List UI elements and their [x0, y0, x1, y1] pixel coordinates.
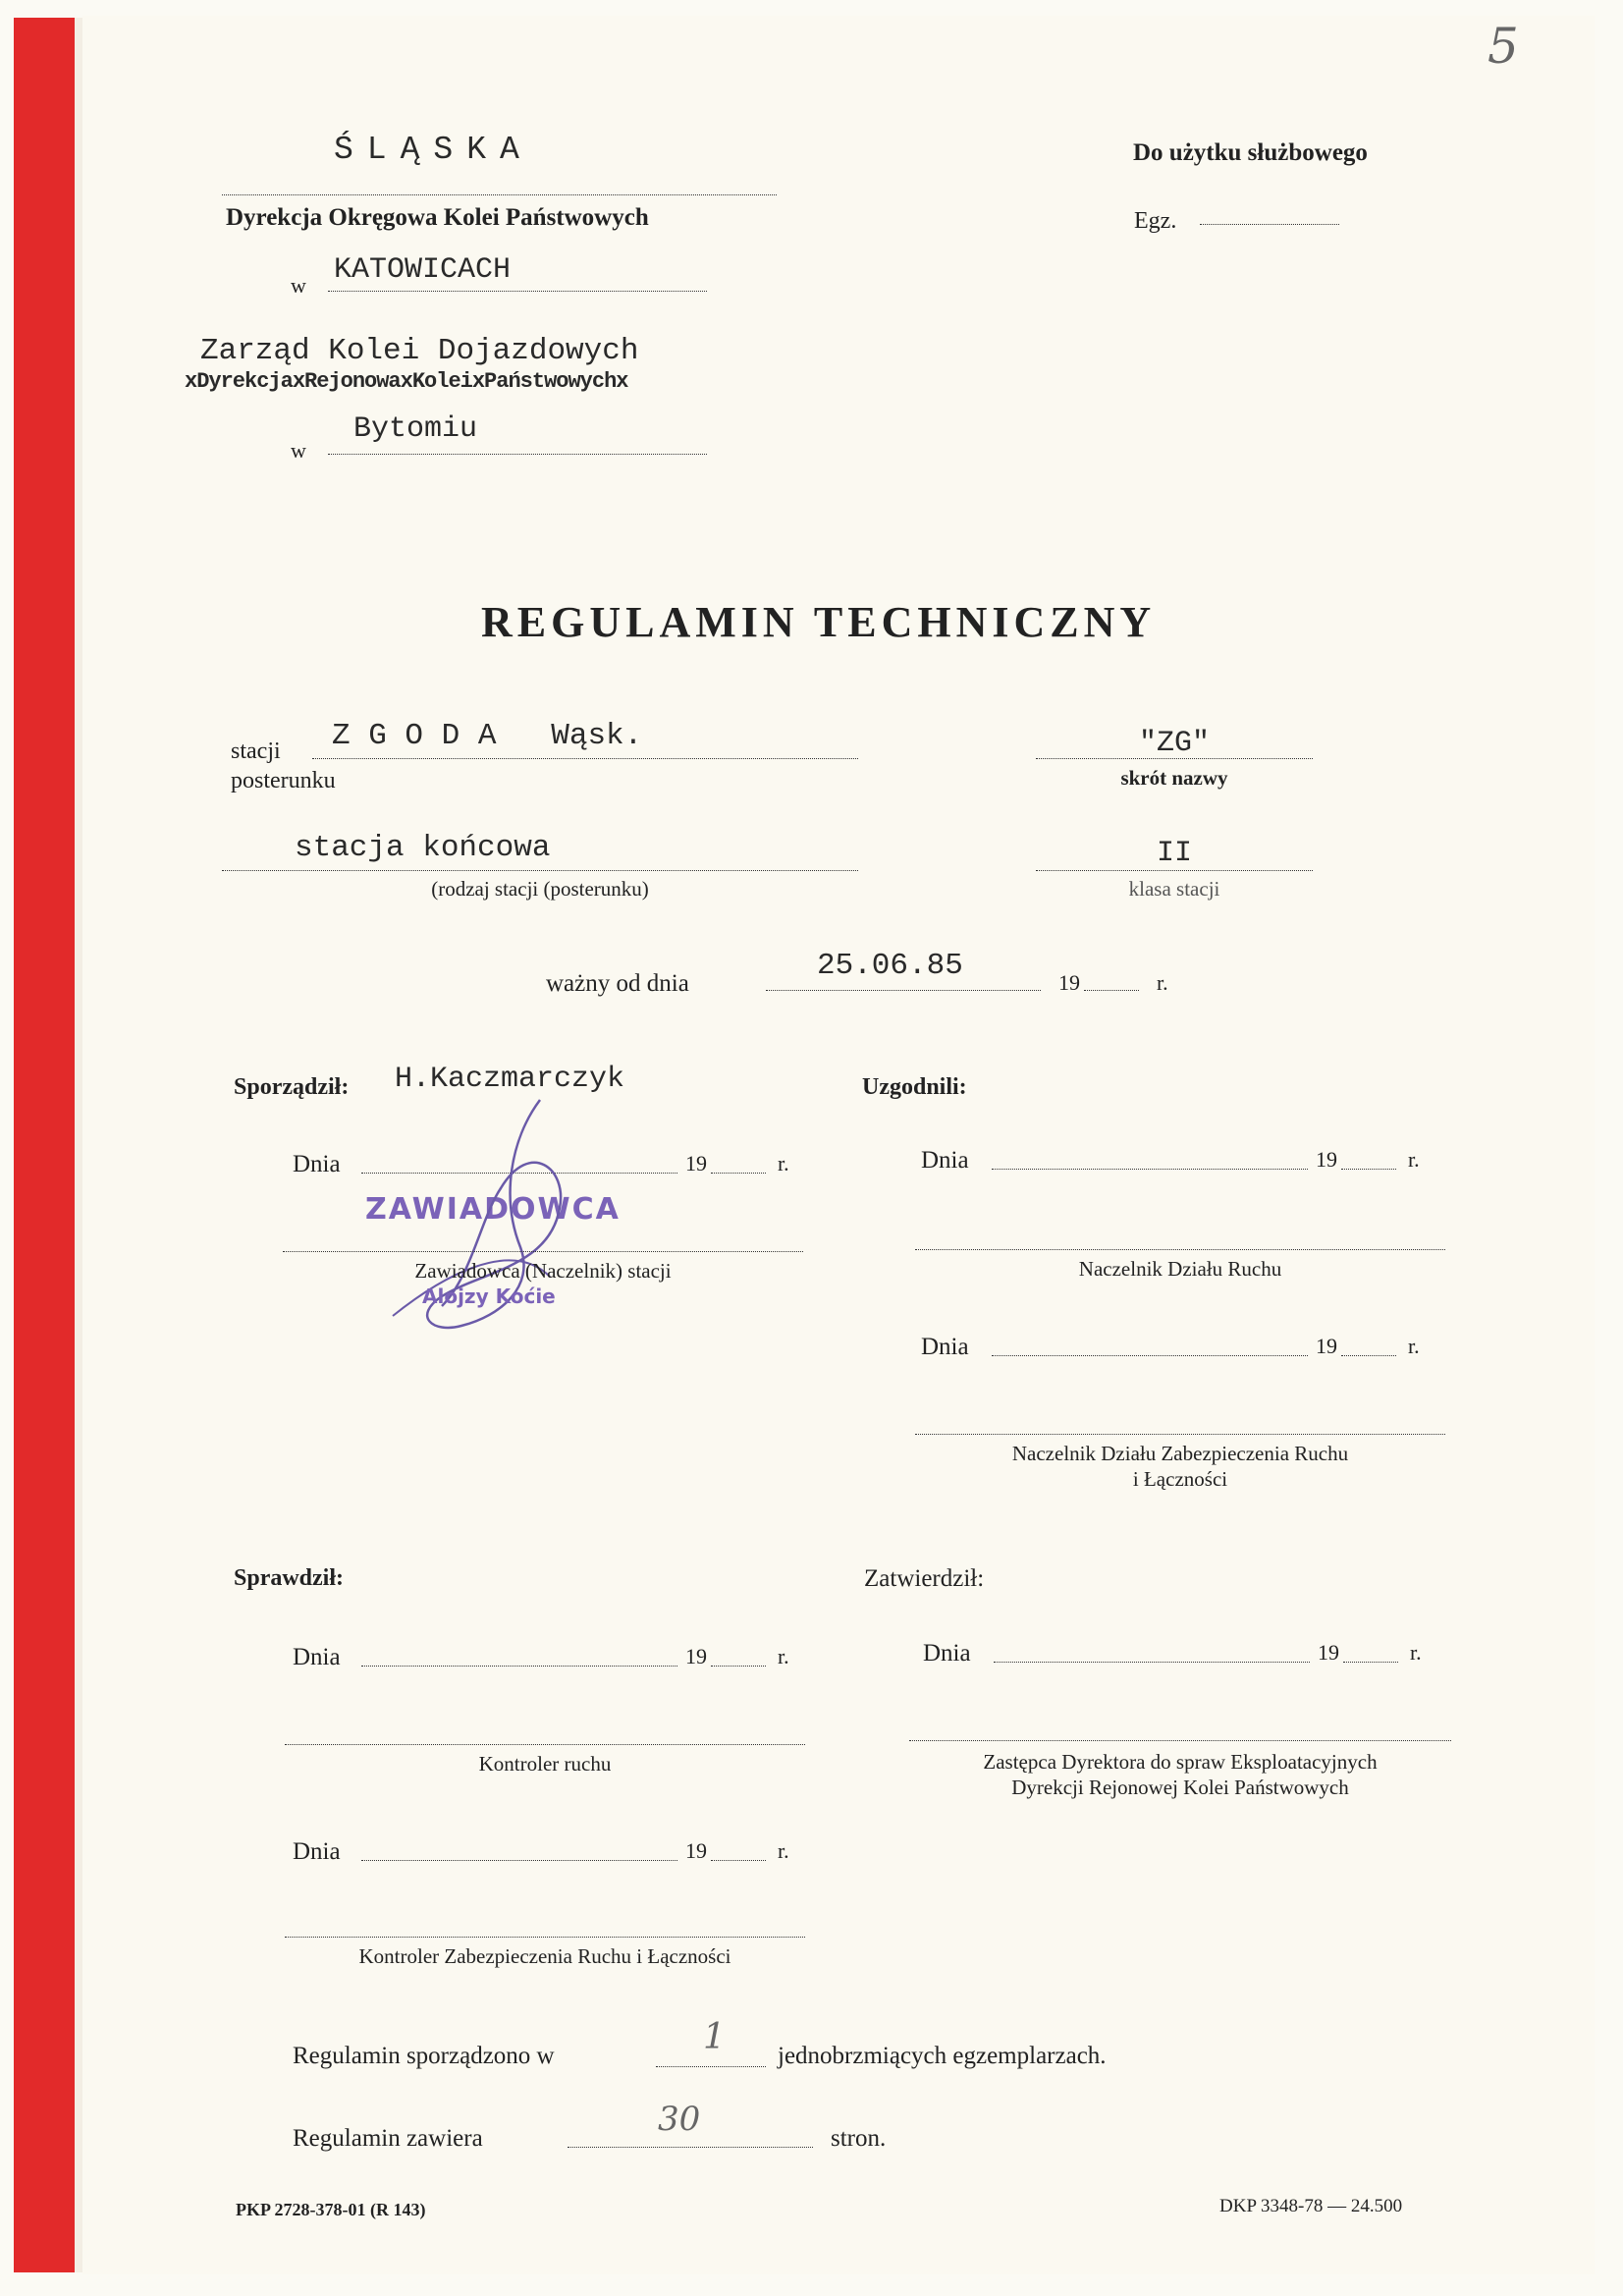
station-class-label: klasa stacji — [1128, 877, 1220, 901]
copies-suffix: jednobrzmiących egzemplarzach. — [778, 2043, 1107, 2069]
prepared-label: Sporządził: — [234, 1074, 350, 1100]
role-deputy-line-1: Zastępca Dyrektora do spraw Eksploatacyjnych — [983, 1750, 1378, 1774]
binder-edge — [75, 18, 82, 2272]
page-number-mark: 5 — [1488, 18, 1519, 75]
checked-year-rule-1 — [711, 1666, 766, 1667]
prepared-day-label: Dnia — [293, 1151, 341, 1177]
checked-year-prefix-1: 19 — [685, 1644, 707, 1668]
w-label-2: w — [291, 438, 306, 463]
checked-day-rule-2 — [361, 1860, 677, 1861]
agreed-year-prefix-2: 19 — [1316, 1334, 1337, 1358]
agreed-year-suffix-2: r. — [1408, 1334, 1420, 1358]
board-name: Zarząd Kolei Dojazdowych — [200, 334, 639, 368]
approved-year-suffix: r. — [1410, 1640, 1422, 1665]
abbrev-value: "ZG" — [1138, 727, 1210, 760]
stamp-signer-name: Alojzy Koćie — [422, 1285, 556, 1308]
binder-spine — [14, 18, 75, 2272]
agreed-day-rule-1 — [992, 1169, 1308, 1170]
copy-rule — [1200, 224, 1339, 225]
role-traffic-controller: Kontroler ruchu — [478, 1752, 612, 1776]
station-type-label: (rodzaj stacji (posterunku) — [431, 877, 649, 901]
station-type-rule — [222, 870, 858, 871]
prepared-year-prefix: 19 — [685, 1151, 707, 1175]
checked-year-suffix-2: r. — [778, 1838, 789, 1863]
agreed-label: Uzgodnili: — [862, 1074, 967, 1100]
role-deputy-line-2: Dyrekcji Rejonowej Kolei Państwowych — [1011, 1776, 1349, 1799]
valid-label: ważny od dnia — [546, 970, 689, 997]
town-rule — [328, 454, 707, 455]
station-master-rule — [283, 1251, 803, 1252]
document-title: REGULAMIN TECHNICZNY — [481, 598, 1157, 646]
agreed-day-rule-2 — [992, 1355, 1308, 1356]
post-label: posterunku — [231, 768, 336, 793]
agreed-year-rule-1 — [1341, 1169, 1396, 1170]
approved-day-rule — [994, 1662, 1310, 1663]
approved-year-rule — [1343, 1662, 1398, 1663]
prepared-year-rule — [711, 1173, 766, 1174]
role-safety-controller: Kontroler Zabezpieczenia Ruchu i Łączności — [358, 1944, 731, 1968]
role-safety-head-line-2: i Łączności — [1132, 1467, 1228, 1491]
agreed-year-suffix-1: r. — [1408, 1147, 1420, 1172]
official-stamp: ZAWIADOWCA — [365, 1192, 621, 1227]
valid-date-rule — [766, 990, 1041, 991]
region-rule — [222, 194, 777, 195]
copies-count: 1 — [703, 2017, 726, 2057]
station-class: II — [1156, 837, 1192, 870]
pages-count: 30 — [658, 2100, 701, 2139]
checked-year-prefix-2: 19 — [685, 1838, 707, 1863]
traffic-head-rule — [915, 1249, 1445, 1250]
region-name: ŚLĄSKA — [334, 132, 533, 168]
checked-label: Sprawdził: — [234, 1565, 345, 1591]
agreed-year-rule-2 — [1341, 1355, 1396, 1356]
safety-controller-rule — [285, 1937, 805, 1938]
valid-date: 25.06.85 — [817, 949, 963, 983]
copies-rule — [656, 2066, 766, 2067]
safety-head-rule — [915, 1434, 1445, 1435]
form-code-left: PKP 2728-378-01 (R 143) — [236, 2200, 426, 2219]
approved-label: Zatwierdził: — [864, 1565, 985, 1592]
pages-suffix: stron. — [831, 2125, 887, 2152]
valid-year-prefix: 19 — [1058, 970, 1080, 995]
valid-year-suffix: r. — [1157, 970, 1168, 995]
agreed-day-label-1: Dnia — [921, 1147, 969, 1174]
deputy-rule — [909, 1740, 1451, 1741]
agreed-day-label-2: Dnia — [921, 1334, 969, 1360]
struck-directorate: xDyrekcjaxRejonowaxKoleixPaństwowychx — [185, 369, 628, 394]
checked-year-suffix-1: r. — [778, 1644, 789, 1668]
restricted-label: Do użytku służbowego — [1133, 139, 1368, 166]
pages-prefix: Regulamin zawiera — [293, 2125, 483, 2152]
copy-label: Egz. — [1134, 208, 1177, 234]
agreed-year-prefix-1: 19 — [1316, 1147, 1337, 1172]
form-code-right: DKP 3348-78 — 24.500 — [1219, 2196, 1403, 2216]
valid-year-rule — [1084, 990, 1139, 991]
directorate-label: Dyrekcja Okręgowa Kolei Państwowych — [226, 204, 649, 231]
checked-day-label-2: Dnia — [293, 1838, 341, 1865]
checked-year-rule-2 — [711, 1860, 766, 1861]
city-name: KATOWICACH — [334, 253, 512, 287]
station-type: stacja końcowa — [295, 831, 551, 865]
w-label-1: w — [291, 273, 306, 298]
station-name: Z G O D A Wąsk. — [332, 719, 643, 753]
checked-day-label-1: Dnia — [293, 1644, 341, 1670]
role-traffic-head: Naczelnik Działu Ruchu — [1078, 1257, 1282, 1281]
prepared-name: H.Kaczmarczyk — [395, 1063, 625, 1096]
abbrev-rule — [1036, 758, 1313, 759]
approved-year-prefix: 19 — [1318, 1640, 1339, 1665]
traffic-controller-rule — [285, 1744, 805, 1745]
city-rule — [328, 291, 707, 292]
checked-day-rule-1 — [361, 1666, 677, 1667]
pages-rule — [568, 2147, 813, 2148]
role-station-master: Zawiadowca (Naczelnik) stacji — [414, 1259, 672, 1283]
town-name: Bytomiu — [353, 412, 478, 446]
abbrev-label: skrót nazwy — [1120, 766, 1228, 790]
station-class-rule — [1036, 870, 1313, 871]
station-rule — [312, 758, 858, 759]
role-safety-head-line-1: Naczelnik Działu Zabezpieczenia Ruchu — [1011, 1442, 1349, 1465]
copies-prefix: Regulamin sporządzono w — [293, 2043, 555, 2069]
station-label: stacji — [231, 738, 281, 764]
signature-scribble — [353, 1080, 589, 1355]
prepared-year-suffix: r. — [778, 1151, 789, 1175]
approved-day-label: Dnia — [923, 1640, 971, 1667]
